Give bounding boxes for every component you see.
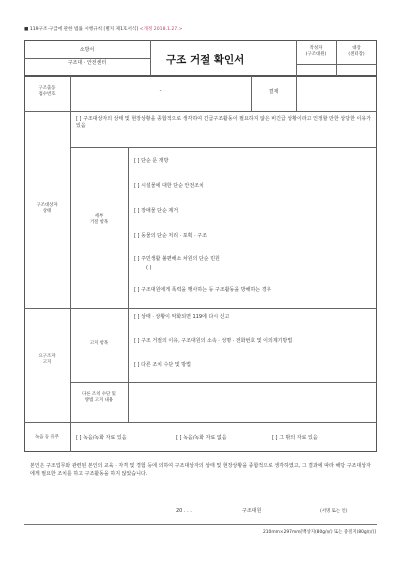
form-title: 구조 거절 확인서 <box>166 54 245 66</box>
form-reference-text: ■ 119구조·구급에 관한 법률 시행규칙 [별지 제1호서식] <box>24 27 139 32</box>
approval-col-writer: 작성자 (구조대원) <box>305 46 327 57</box>
target-status-label: 구조대상자 상태 <box>36 203 58 214</box>
refusal-item-obstacle[interactable]: [ ] 장애물 단순 제거 <box>134 208 179 214</box>
notice-item-reason[interactable]: [ ] 구조 거절의 이유, 구조대원의 소속 · 성명 · 전화번호 및 이의제기방법 <box>134 338 293 344</box>
paper-spec-footer: 210mm×297mm[백상지(80g/㎡) 또는 중질지(80g/㎡)] <box>262 530 376 535</box>
refusal-item-animal[interactable]: [ ] 동물의 단순 처리 · 포획 · 구조 <box>134 233 207 239</box>
signature-role: 구조대원 <box>242 508 262 514</box>
recording-option-av-no[interactable]: [ ] 녹음/녹화 자료 없음 <box>176 435 227 441</box>
org-unit: 구조대 · 안전센터 <box>67 60 107 66</box>
refusal-item-door[interactable]: [ ] 단순 문 개방 <box>134 158 169 164</box>
recording-label: 녹음 등 유무 <box>35 435 59 440</box>
nonemergency-checkbox[interactable]: [ ] 구조대상자의 상태 및 현장상황을 종합적으로 생각하여 긴급구조활동이 필요하지 않은 비긴급 상황이라고 인정할 만한 상당한 이유가 있음 <box>76 116 371 129</box>
statement-text: 본인은 구조업무와 관련된 본인의 교육 · 자격 및 경험 등에 의하여 구조대상자의 상태 및 현장상황을 종합적으로 생각하였고, 그 결과에 따라 해당 구조대상자에게 필요한 조치를 하고 구조활동을 하지 않았습니다. <box>30 463 371 477</box>
recording-option-other[interactable]: [ ] 그 밖의 자료 있음 <box>272 435 318 441</box>
form-reference <box>24 26 183 32</box>
other-means-content[interactable] <box>129 383 376 421</box>
revision-note: <개정 2018.1.27.> <box>139 27 183 32</box>
approval-label: 결재 <box>268 89 279 95</box>
refusal-item-facility[interactable]: [ ] 시설물에 대한 단순 안전조치 <box>134 183 204 189</box>
refusal-item-civil[interactable]: [ ] 주민생활 불편해소 차원의 단순 민원 <box>134 256 220 262</box>
notice-item-recall[interactable]: [ ] 상태 · 상황이 악화되면 119에 다시 신고 <box>134 314 230 320</box>
refusal-item-violence[interactable]: [ ] 구조대원에게 폭력을 행사하는 등 구조활동을 방해하는 경우 <box>134 287 272 293</box>
notice-label: 요구조자 고지 <box>38 354 56 365</box>
signature-sign[interactable]: (서명 또는 인) <box>320 509 348 514</box>
dispatch-label: 구조출동 접수번호 <box>38 86 56 97</box>
notice-item-other-means[interactable]: [ ] 다른 조치 수단 및 방법 <box>134 362 191 368</box>
recording-option-av-yes[interactable]: [ ] 녹음/녹화 자료 있음 <box>76 435 127 441</box>
approval-col-chief: 대장 (센터장) <box>348 46 365 57</box>
notice-items-label: 고지 항목 <box>89 341 109 346</box>
org-name: 소방서 <box>79 47 95 53</box>
signature-date[interactable]: 20 . . . <box>176 508 192 514</box>
civil-detail-blank[interactable]: ( ) <box>146 265 152 271</box>
dispatch-number: - <box>159 88 162 94</box>
other-means-label: 다른 조치 수단 및 방법 고지 내용 <box>82 392 116 403</box>
detail-refusal-label: 세부 거절 항목 <box>89 214 109 225</box>
